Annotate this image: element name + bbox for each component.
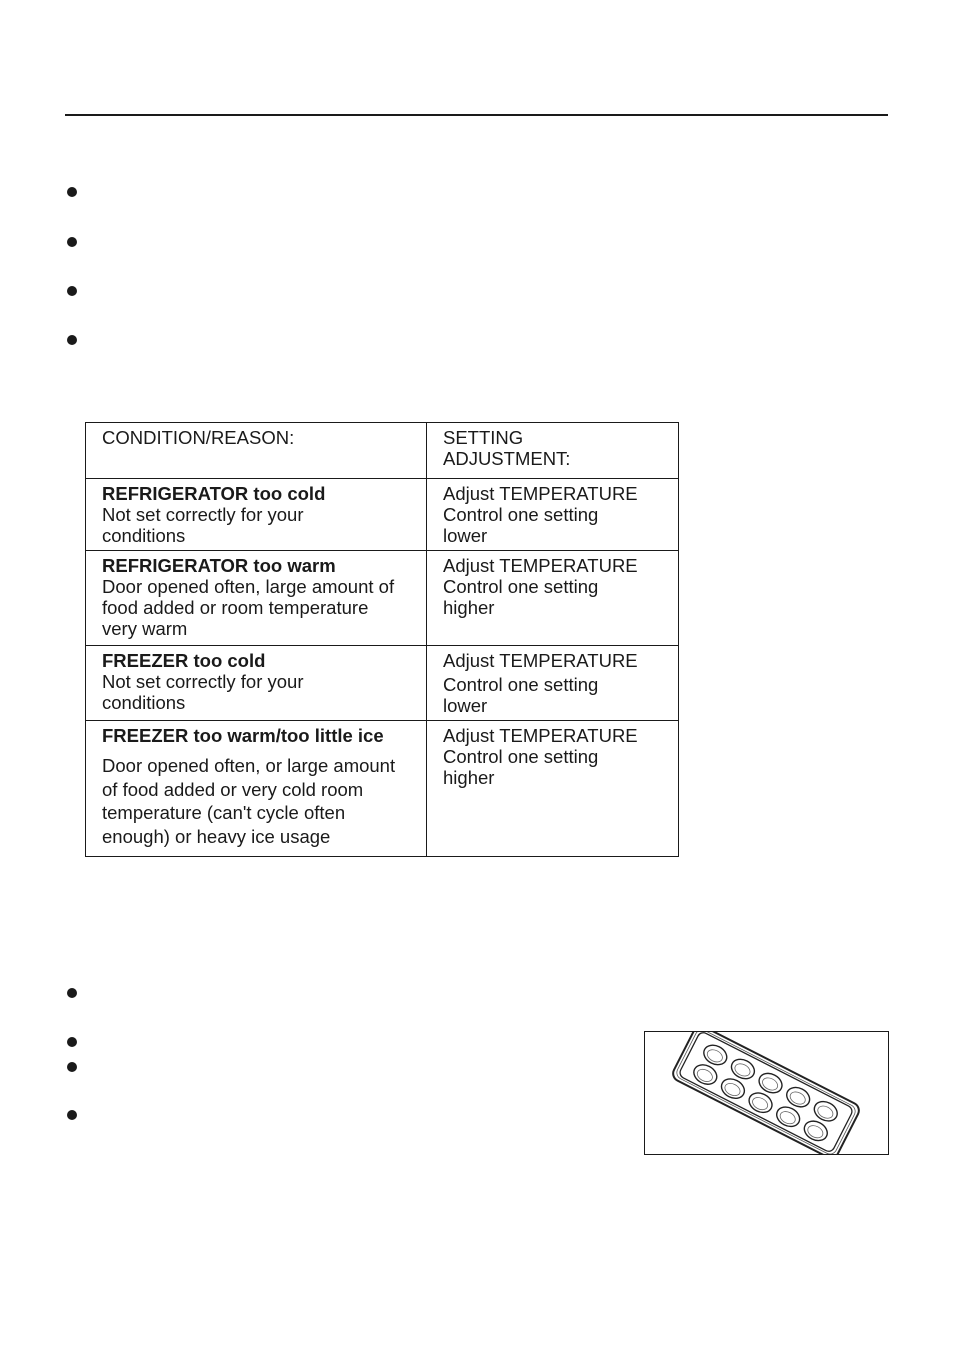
adjustment-cell <box>427 646 679 721</box>
reason-line: very warm <box>102 618 188 639</box>
table-row <box>86 721 679 857</box>
reason-line: temperature (can't cycle often <box>102 802 346 823</box>
adjustment-line: higher <box>443 767 495 788</box>
condition-title: FREEZER too cold <box>102 650 266 671</box>
bullet-marker <box>67 187 77 197</box>
reason-line: food added or room temperature <box>102 597 369 618</box>
adjustment-line: lower <box>443 525 488 546</box>
reason-line: conditions <box>102 692 186 713</box>
condition-cell <box>86 646 427 721</box>
table-header-row <box>86 423 679 479</box>
setting-header-line: ADJUSTMENT: <box>443 448 571 469</box>
table-row <box>86 646 679 721</box>
table-row <box>86 551 679 646</box>
bullet-marker <box>67 237 77 247</box>
adjustment-line: Adjust TEMPERATURE <box>443 555 638 576</box>
reason-line: Door opened often, or large amount <box>102 755 396 776</box>
section-divider <box>65 114 888 116</box>
adjustment-line: Adjust TEMPERATURE <box>443 483 638 504</box>
adjustment-cell <box>427 551 679 646</box>
reason-line: Not set correctly for your <box>102 504 304 525</box>
temperature-adjustment-table <box>85 422 679 857</box>
reason-line: enough) or heavy ice usage <box>102 825 331 847</box>
bullet-marker <box>67 1037 77 1047</box>
setting-header <box>427 423 679 479</box>
adjustment-line: Adjust TEMPERATURE <box>443 650 638 671</box>
adjustment-line: Adjust TEMPERATURE <box>443 725 638 746</box>
condition-header: CONDITION/REASON: <box>86 423 427 479</box>
condition-title: REFRIGERATOR too warm <box>102 555 336 576</box>
bullet-marker <box>67 988 77 998</box>
adjustment-cell <box>427 721 679 857</box>
adjustment-line: Control one setting <box>443 576 599 597</box>
reason-line: conditions <box>102 525 186 546</box>
setting-header-line: SETTING <box>443 427 524 448</box>
adjustment-cell <box>427 479 679 551</box>
bullet-marker <box>67 1062 77 1072</box>
reason-line: Not set correctly for your <box>102 671 304 692</box>
reason-line: of food added or very cold room <box>102 778 364 800</box>
ice-tray-illustration <box>644 1031 889 1155</box>
bullet-marker <box>67 1110 77 1120</box>
condition-title: REFRIGERATOR too cold <box>102 483 326 504</box>
bullet-marker <box>67 286 77 296</box>
condition-title: FREEZER too warm/too little ice <box>102 725 384 746</box>
adjustment-line: Control one setting <box>443 746 599 767</box>
adjustment-line: Control one setting <box>443 504 599 525</box>
adjustment-line: higher <box>443 597 495 618</box>
bullet-marker <box>67 335 77 345</box>
condition-cell <box>86 721 427 857</box>
condition-cell <box>86 479 427 551</box>
ice-cube-tray-icon <box>645 1032 888 1154</box>
adjustment-line: Control one setting <box>443 674 599 695</box>
table-row <box>86 479 679 551</box>
reason-line: Door opened often, large amount of <box>102 576 395 597</box>
condition-cell <box>86 551 427 646</box>
adjustment-line: lower <box>443 695 488 716</box>
